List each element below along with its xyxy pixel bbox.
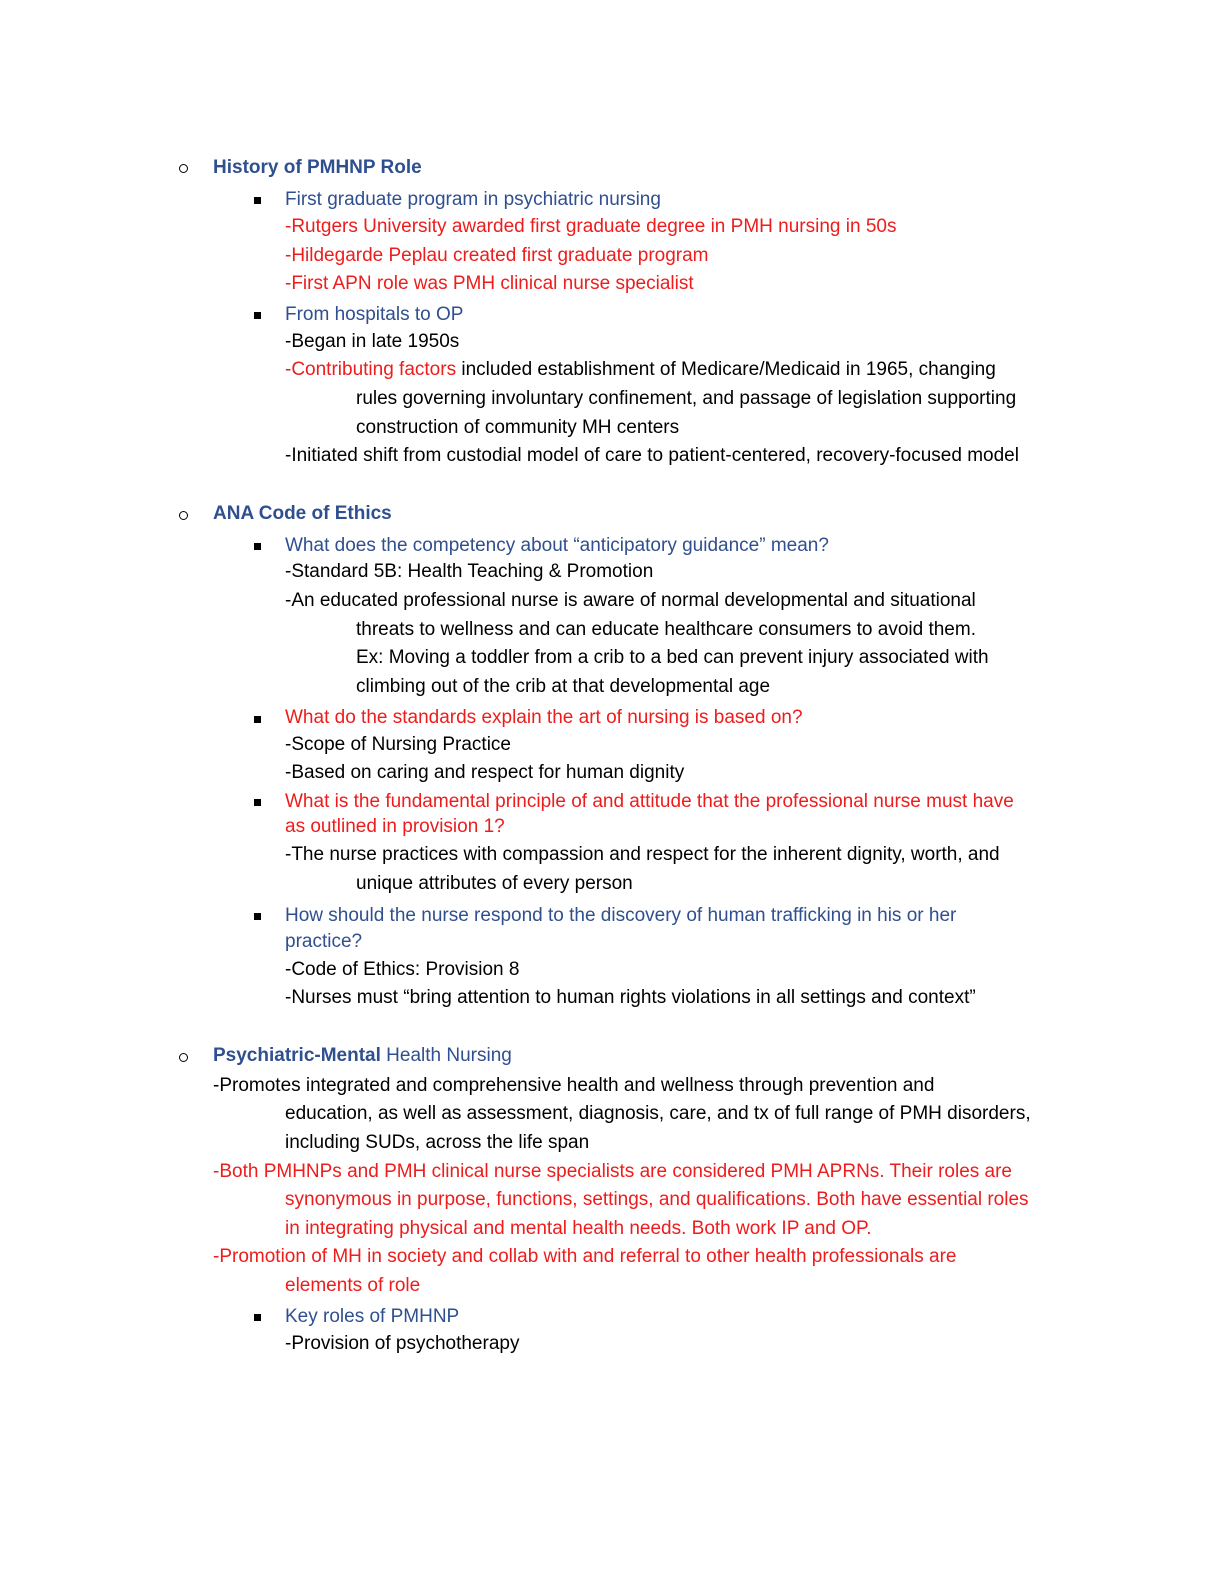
circle-bullet-icon [179,1053,188,1062]
answer-line [285,358,996,382]
square-bullet-icon [254,913,261,920]
answer-line: -Hildegarde Peplau created first graduate program [285,245,709,266]
answer-line: -Scope of Nursing Practice [285,734,511,755]
section-heading-rest: Health Nursing [380,1045,512,1066]
answer-line: climbing out of the crib at that developmental age [356,676,771,697]
square-bullet-icon [254,1314,261,1321]
square-bullet-icon [254,312,261,319]
answer-line: -Provision of psychotherapy [285,1333,520,1354]
answer-line: -First APN role was PMH clinical nurse specialist [285,273,694,294]
question-text: What do the standards explain the art of nursing is based on? [285,707,803,728]
answer-line: -Rutgers University awarded first graduate degree in PMH nursing in 50s [285,216,897,237]
question-text-continued: as outlined in provision 1? [285,816,505,837]
question-text: Key roles of PMHNP [285,1306,460,1327]
answer-line: -Nurses must “bring attention to human rights violations in all settings and context” [285,987,976,1008]
square-bullet-icon [254,799,261,806]
answer-line: -Both PMHNPs and PMH clinical nurse specialists are considered PMH APRNs. Their roles are [213,1161,1013,1182]
answer-line: rules governing involuntary confinement, and passage of legislation supporting [356,388,1017,409]
answer-line: -Promotes integrated and comprehensive health and wellness through prevention and [213,1075,935,1096]
answer-line: synonymous in purpose, functions, settings, and qualifications. Both have essential roles [285,1189,1029,1210]
answer-line: -The nurse practices with compassion and respect for the inherent dignity, worth, and [285,844,1000,865]
answer-line: -Promotion of MH in society and collab with and referral to other health professionals are [213,1246,957,1267]
answer-line: -Began in late 1950s [285,331,460,352]
answer-line: -Standard 5B: Health Teaching & Promotion [285,561,654,582]
answer-line: -An educated professional nurse is aware of normal developmental and situational [285,590,976,611]
answer-line: education, as well as assessment, diagnosis, care, and tx of full range of PMH disorders, [285,1103,1031,1124]
question-text: How should the nurse respond to the discovery of human trafficking in his or her [285,905,957,926]
circle-bullet-icon [179,164,188,173]
answer-line: in integrating physical and mental health needs. Both work IP and OP. [285,1218,872,1239]
answer-line: Ex: Moving a toddler from a crib to a bed can prevent injury associated with [356,647,989,668]
square-bullet-icon [254,716,261,723]
section-heading-bold: Psychiatric-Mental [213,1045,381,1066]
question-text: What is the fundamental principle of and attitude that the professional nurse must have [285,791,1014,812]
section-heading: ANA Code of Ethics [213,503,392,524]
answer-line: including SUDs, across the life span [285,1132,590,1153]
question-text-continued: practice? [285,931,363,952]
answer-line: construction of community MH centers [356,417,680,438]
question-text: First graduate program in psychiatric nursing [285,189,661,210]
section-heading [213,1044,512,1068]
highlight-text: -Contributing factors [285,359,457,380]
square-bullet-icon [254,543,261,550]
question-text: What does the competency about “anticipatory guidance” mean? [285,535,829,556]
answer-line: elements of role [285,1275,421,1296]
section-heading: History of PMHNP Role [213,157,422,178]
question-text: From hospitals to OP [285,304,464,325]
answer-line: -Initiated shift from custodial model of care to patient-centered, recovery-focused model [285,445,1019,466]
circle-bullet-icon [179,511,188,520]
square-bullet-icon [254,197,261,204]
answer-line: -Code of Ethics: Provision 8 [285,959,520,980]
answer-line: unique attributes of every person [356,873,633,894]
answer-line: -Based on caring and respect for human dignity [285,762,685,783]
answer-line: threats to wellness and can educate healthcare consumers to avoid them. [356,619,976,640]
continuation-text: included establishment of Medicare/Medicaid in 1965, changing [456,359,996,380]
